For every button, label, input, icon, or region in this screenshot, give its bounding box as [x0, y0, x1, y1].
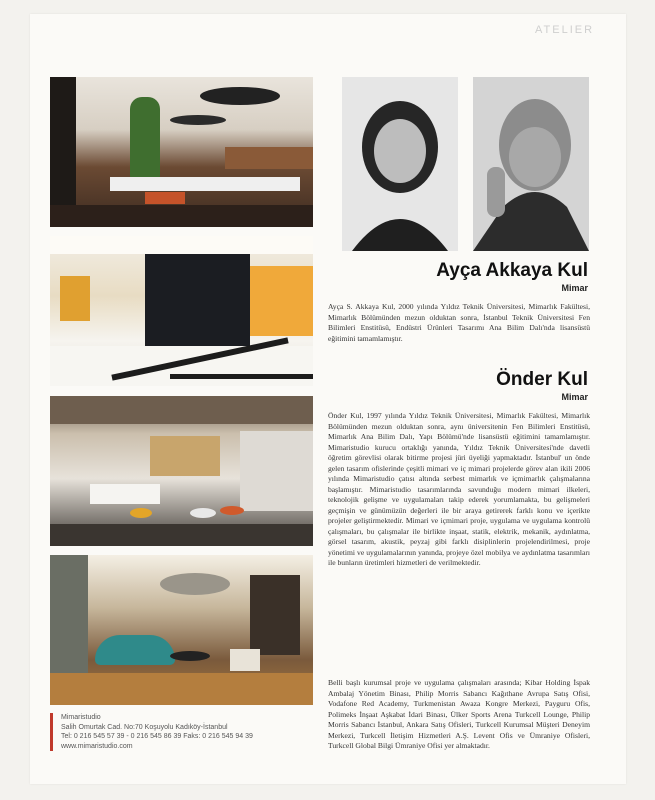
person-bio-ayca: Ayça S. Akkaya Kul, 2000 yılında Yıldız Teknik Üniversitesi, Mimarlık Fakültesi, Mimarlık Bölümünden mezun olduktan sonra, İstanbul Teknik Üniversitesi Fen Bilimleri Enstitüsü, Endüstri Ürünleri Tasarımı Ana Bilim Dalı'nda lisansüstü eğitimini tamamlamıştır. [328, 302, 590, 343]
photo-reception-hall [50, 236, 313, 386]
photo-showroom-interior [50, 555, 313, 705]
company-name: Mimaristudio [61, 714, 101, 721]
photo-lounge-area [50, 396, 313, 546]
person-name-ayca: Ayça Akkaya Kul [436, 260, 588, 281]
person-bio-onder: Önder Kul, 1997 yılında Yıldız Teknik Üniversitesi, Mimarlık Fakültesi, Mimarlık Bölümünden mezun olduktan sonra, aynı üniversitenin Fen Bilimleri Enstitüsü, Mimarlık Ana Bilim Dalı, Yapı Bölümü'nde lisansüstü eğitimini tamamlamıştır. Mimaristudio kurucu ortaklığı yanında, Yıldız Teknik Üniversitesi'nde davetli öğretim görevlisi olarak bitirme projesi jüri üyeliği yapmaktadır. İstanbul' un önde gelen tasarım ofislerinde çeşitli mimari ve iç mimari projelerde görev alan ikili 2006 yılında Mimaristudio çatısı altında serbest mimarlık ve içmimarlık çalışmalarına başlamıştır. Mimaristudio tasarımlarında savunduğu modern mimari ilkeleri, teknolojik gelişme ve uygulamaları takip ederek yorumlamakta, bu gelişmeleri geçmişin ve günümüzün değerleri ile bir araya getirerek farklı konu ve içerikte projeler geliştirmektedir. Mimari ve içmimari proje, uygulama ve uygulama kontrolü çalışmaları, bu çalışmalar ile birlikte inşaat, statik, elektrik, mekanik, aydınlatma, görsel tasarım, akustik, peyzaj gibi farklı disiplinlerin projelendirilmesi, proje yönetimi ve uygulamalarının yanında, projeye özel mobilya ve aydınlatma tasarımları ile bunların üretimleri hizmetleri de verilmektedir. [328, 411, 590, 567]
company-website[interactable]: www.mimaristudio.com [61, 742, 133, 750]
company-address: Salih Omurtak Cad. No:70 Koşuyolu Kadıköy-İstanbul [61, 723, 228, 731]
person-projects-onder: Belli başlı kurumsal proje ve uygulama çalışmaları arasında; Kibar Holding İspak Ambalaj Yönetim Binası, Philip Morris Sabancı Kağıthane Avrupa Satış Ofisi, Vodafone Red Academy, Turkmenistan Awaza Kongre Merkezi, Payguru Ofis, Polimeks İnşaat Aşkabat İdari Binası, Ülker Sports Arena Turkcell Lounge, Philip Morris Sabancı İstanbul, Ankara Satış Ofisleri, Turkcell Kurumsal Müşteri Deneyim Merkezi, Turkcell İletişim Hizmetleri A.Ş. Levent Ofis ve Ümraniye Ofisleri, Turkcell Global Bilgi Ümraniye Ofisi yer almaktadır. [328, 678, 590, 750]
portrait-ayca-akkaya-kul [342, 77, 458, 251]
magazine-page [30, 14, 626, 784]
portrait-onder-kul [473, 77, 589, 251]
header-mark: ATELIER [535, 24, 595, 36]
contact-block [50, 713, 323, 751]
photo-office-lobby [50, 77, 313, 227]
company-phones: Tel: 0 216 545 57 39 - 0 216 545 86 39 Faks: 0 216 545 94 39 [61, 733, 253, 740]
person-name-onder: Önder Kul [496, 369, 588, 390]
person-role-ayca: Mimar [561, 283, 588, 293]
person-role-onder: Mimar [561, 392, 588, 402]
